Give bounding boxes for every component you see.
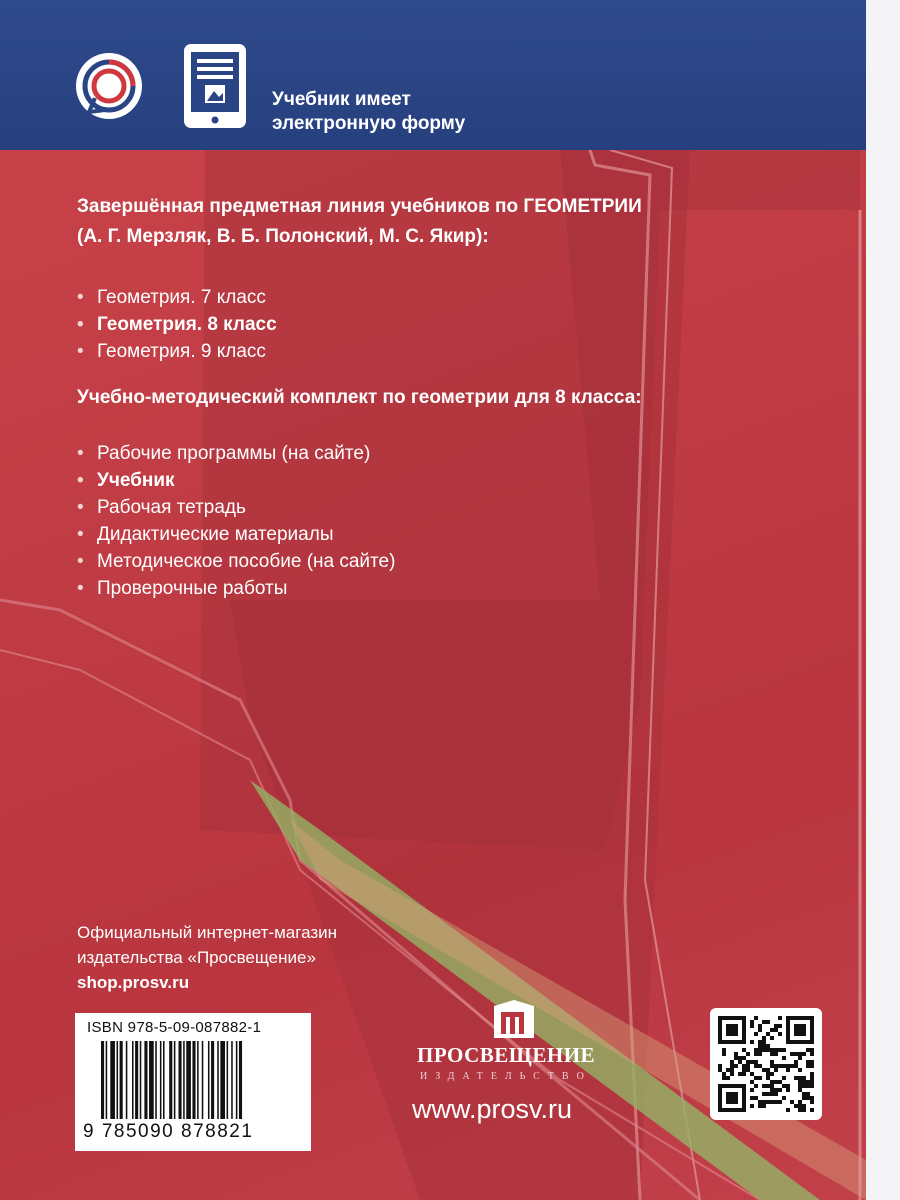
bullet-icon: • [77,524,84,545]
bullet-icon: • [77,314,84,335]
isbn-text: ISBN 978-5-09-087882-1 [87,1019,262,1036]
qr-code-icon [718,1016,814,1112]
kit-item [77,575,395,602]
bullet-icon: • [77,578,84,599]
kit-item-label: Рабочие программы (на сайте) [97,443,371,464]
series-list [77,284,277,365]
kit-list [77,440,395,602]
bullet-icon: • [77,341,84,362]
eform-line-1: Учебник имеет [272,89,411,110]
kit-item-label: Рабочая тетрадь [97,497,246,518]
series-item [77,311,277,338]
publisher-logo-icon [492,1000,536,1040]
kit-item [77,467,395,494]
bullet-icon: • [77,443,84,464]
series-heading-2: (А. Г. Мерзляк, В. Б. Полонский, М. С. Якир): [77,226,489,247]
publisher-site-link[interactable]: www.prosv.ru [412,1094,573,1124]
shop-line-2: издательства «Просвещение» [77,948,316,967]
top-banner [0,0,866,150]
electronic-form-note [272,88,465,136]
bullet-icon: • [77,287,84,308]
bullet-icon: • [77,470,84,491]
kit-item-label: Проверочные работы [97,578,288,599]
kit-item [77,440,395,467]
shop-info [77,920,337,995]
shop-line-1: Официальный интернет-магазин [77,923,338,942]
series-item [77,338,277,365]
series-item-label: Геометрия. 9 класс [97,341,266,362]
shop-url[interactable]: shop.prosv.ru [77,973,190,992]
barcode-bars [101,1041,301,1121]
eform-line-2: электронную форму [272,113,466,134]
series-item-label: Геометрия. 8 класс [97,314,277,335]
kit-heading: Учебно-методический комплект по геометрии для 8 класса: [77,387,642,408]
kit-item-label: Дидактические материалы [97,524,334,545]
kit-item [77,548,395,575]
barcode-number: 9 785090 878821 [83,1121,254,1142]
series-item-label: Геометрия. 7 класс [97,287,266,308]
kit-item [77,494,395,521]
tablet-icon [183,43,247,129]
bullet-icon: • [77,497,84,518]
kit-item-label: Методическое пособие (на сайте) [97,551,396,572]
kit-item [77,521,395,548]
page-edge [866,0,900,1200]
kit-item-label: Учебник [97,470,175,491]
qr-code[interactable] [710,1008,822,1120]
isbn-barcode [75,1013,311,1151]
series-item [77,284,277,311]
publisher-name: ПРОСВЕЩЕНИЕ [417,1043,596,1067]
circular-logo-icon [75,52,143,120]
publisher-subtitle: ИЗДАТЕЛЬСТВО [420,1071,592,1082]
bullet-icon: • [77,551,84,572]
series-heading-1: Завершённая предметная линия учебников по ГЕОМЕТРИИ [77,196,642,217]
